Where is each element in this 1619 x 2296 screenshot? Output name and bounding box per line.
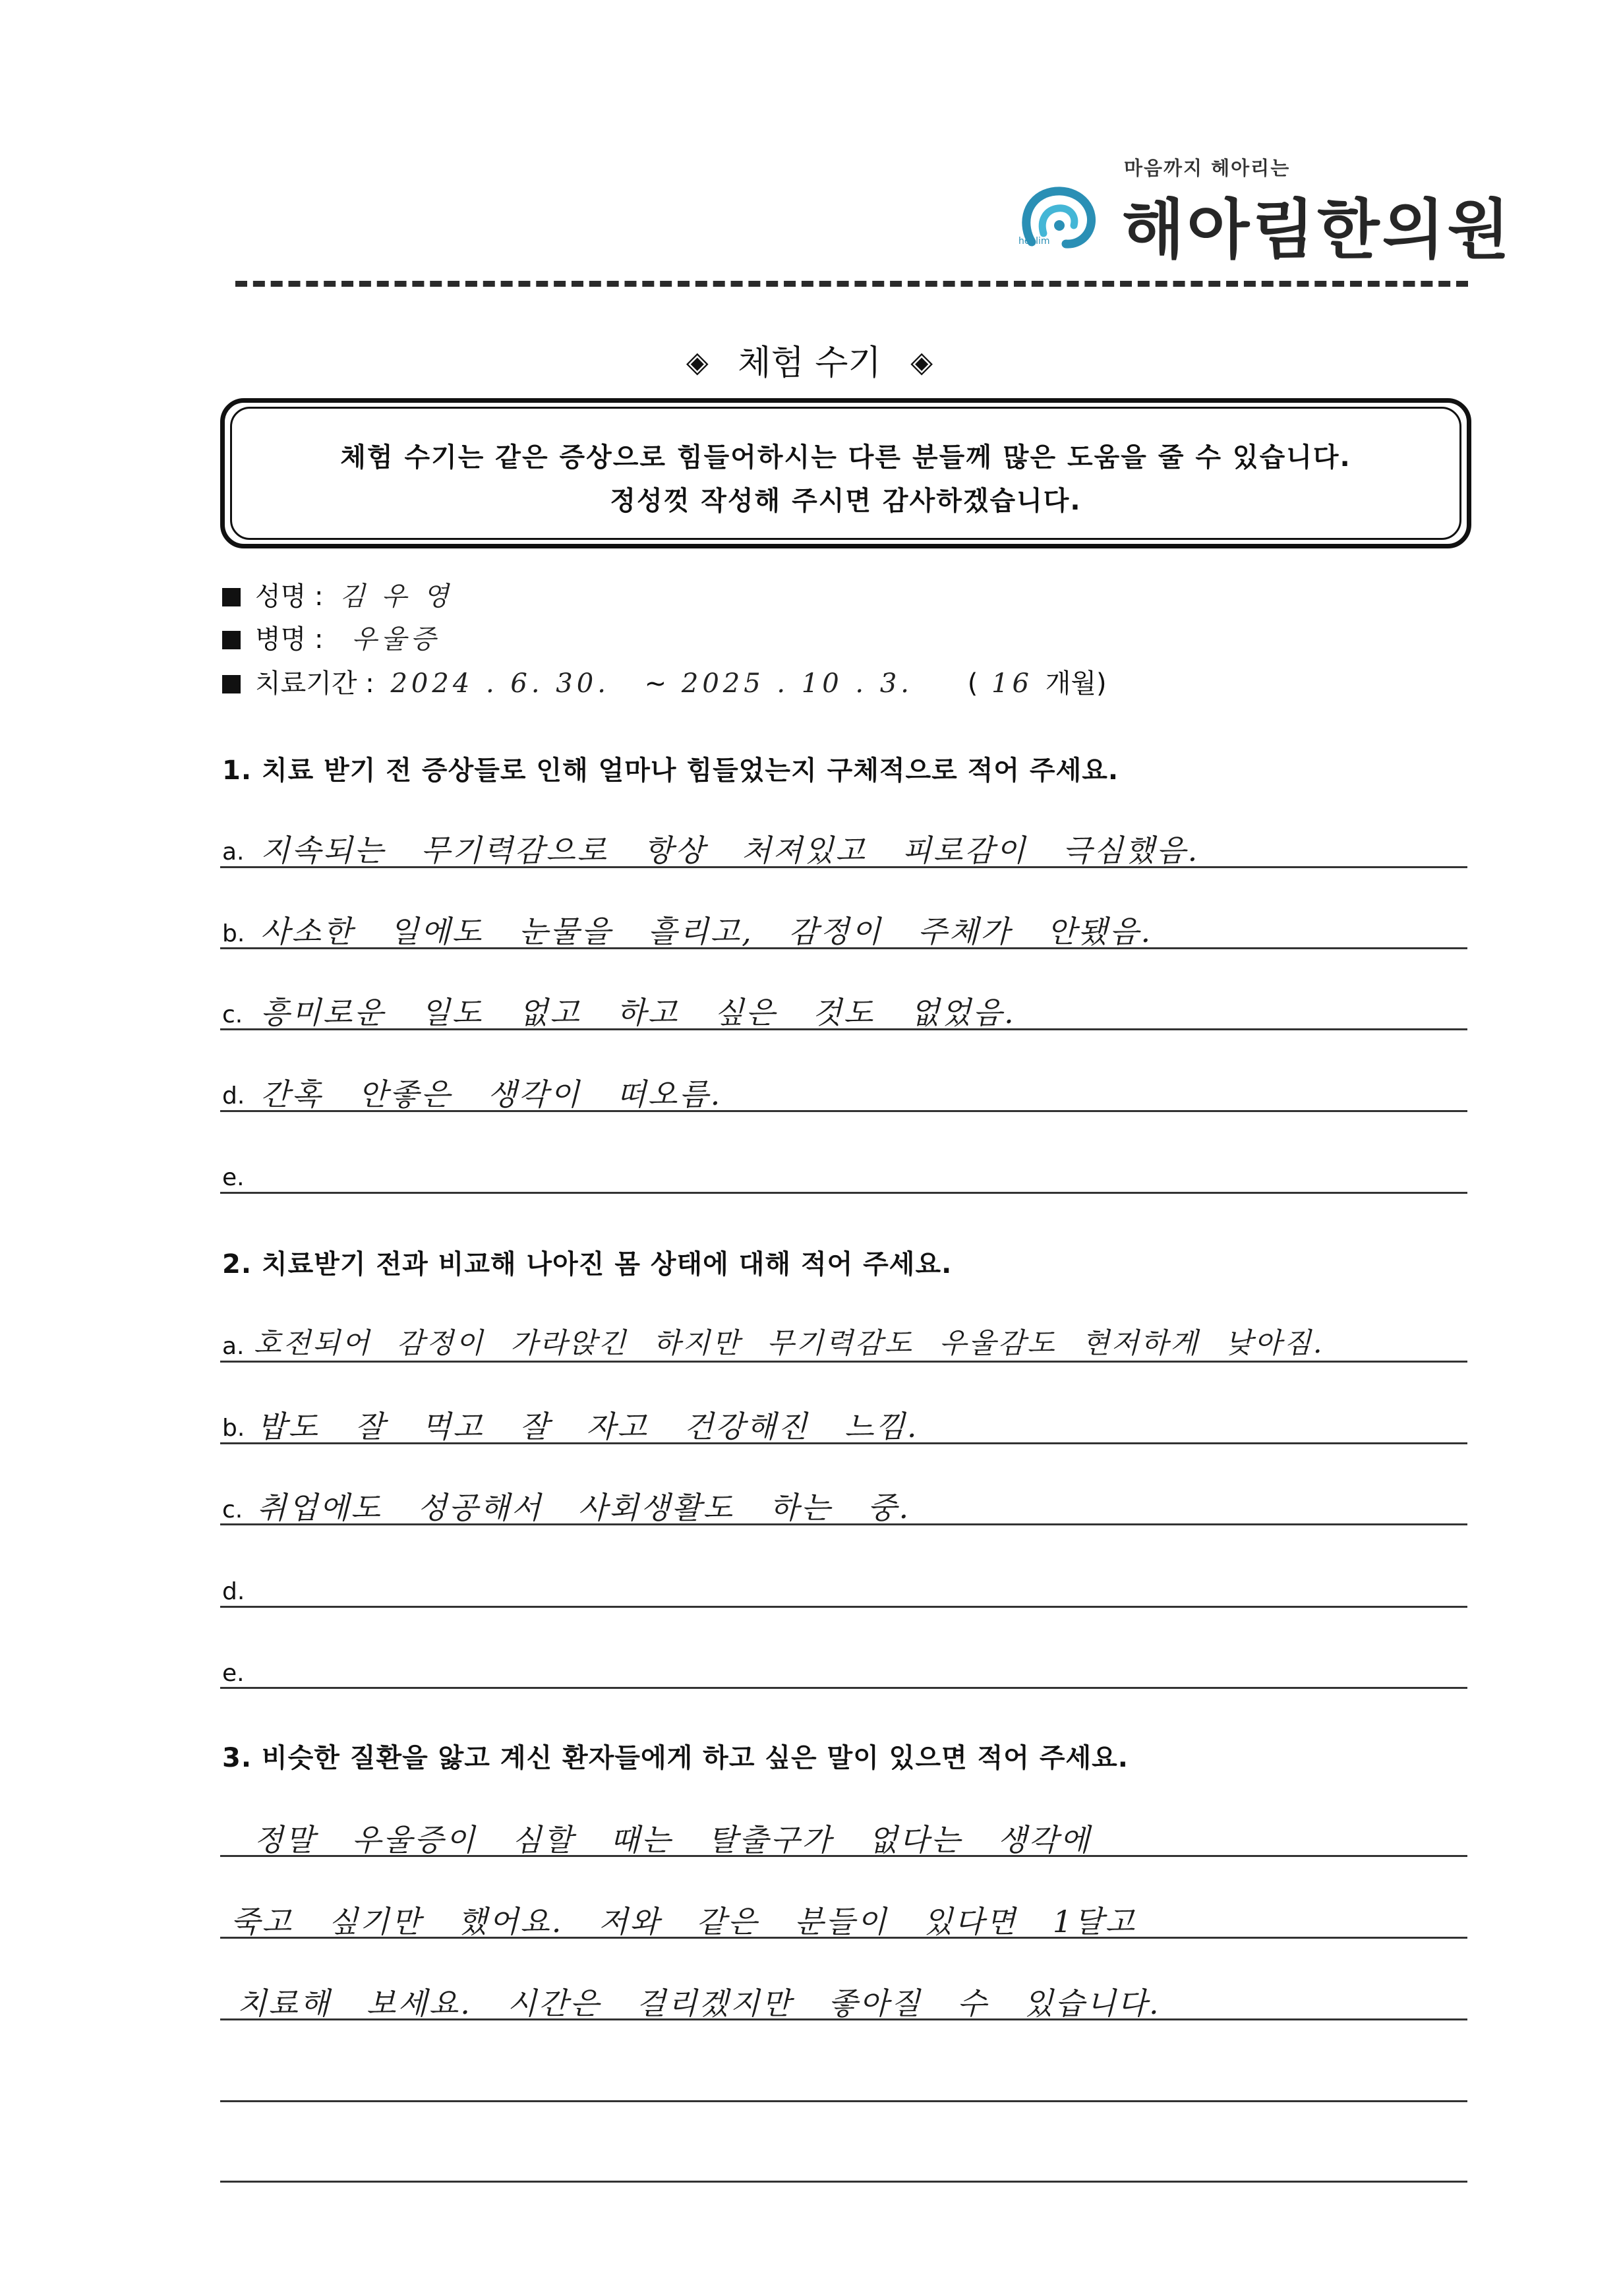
answer-label: c.	[222, 1496, 243, 1523]
period-end: 2025 . 10 . 3.	[681, 668, 914, 699]
answer-text: 치료해 보세요. 시간은 걸리겠지만 좋아질 수 있습니다.	[237, 1986, 1161, 2021]
answer-text: 죽고 싶기만 했어요. 저와 같은 분들이 있다면 1달고	[231, 1904, 1136, 1939]
answer-line	[220, 1192, 1467, 1194]
info-period	[222, 662, 1107, 700]
page-title	[0, 335, 1619, 384]
notice-line-1: 체험 수기는 같은 증상으로 힘들어하시는 다른 분들께 많은 도움을 줄 수 있습니다.	[340, 442, 1351, 473]
answer-text: 호전되어 감정이 가라앉긴 하지만 무기력감도 우울감도 현저하게 낮아짐.	[254, 1327, 1324, 1360]
square-bullet-icon	[222, 631, 241, 649]
diamond-right-icon: ◈	[910, 345, 933, 379]
logo-text: 해아림한의원	[1122, 192, 1513, 268]
question-1: 1. 치료 받기 전 증상들로 인해 얼마나 힘들었는지 구체적으로 적어 주세요.	[222, 755, 1119, 786]
answer-line	[220, 1687, 1467, 1689]
answer-text: 지속되는 무기력감으로 항상 처져있고 피로감이 극심했음.	[260, 833, 1200, 868]
disease-value: 우울증	[351, 624, 440, 655]
answer-label: e.	[222, 1164, 245, 1191]
answer-label: c.	[222, 1001, 243, 1028]
page-title-text: 체험 수기	[738, 343, 881, 383]
diamond-left-icon: ◈	[686, 345, 709, 379]
answer-label: a.	[222, 1333, 245, 1360]
answer-line	[220, 2181, 1467, 2183]
header-divider	[235, 281, 1468, 287]
square-bullet-icon	[222, 588, 241, 606]
disease-label: 병명 :	[255, 624, 324, 655]
answer-text: 흥미로운 일도 없고 하고 싶은 것도 없었음.	[260, 995, 1016, 1030]
notice-line-2: 정성껏 작성해 주시면 감사하겠습니다.	[610, 486, 1082, 516]
question-3: 3. 비슷한 질환을 앓고 계신 환자들에게 하고 싶은 말이 있으면 적어 주세요.	[222, 1743, 1129, 1773]
answer-text: 정말 우울증이 심할 때는 탈출구가 없다는 생각에	[254, 1822, 1092, 1858]
answer-label: d.	[222, 1578, 245, 1605]
info-name	[222, 575, 453, 613]
answer-label: d.	[222, 1082, 245, 1109]
answer-label: a.	[222, 839, 245, 866]
period-unit: 개월)	[1045, 668, 1107, 699]
answer-label: e.	[222, 1660, 245, 1687]
logo-icon	[1018, 179, 1101, 262]
answer-line	[220, 2100, 1467, 2102]
period-paren-open: (	[967, 668, 978, 699]
answer-line	[220, 1606, 1467, 1608]
period-months: 16	[991, 668, 1033, 699]
name-label: 성명 :	[255, 581, 324, 612]
answer-label: b.	[222, 920, 245, 947]
info-disease	[222, 618, 440, 656]
period-start: 2024 . 6. 30.	[390, 668, 610, 699]
answer-text: 밥도 잘 먹고 잘 자고 건강해진 느낌.	[257, 1409, 919, 1444]
period-separator: ~	[644, 668, 667, 699]
answer-label: b.	[222, 1415, 245, 1442]
square-bullet-icon	[222, 675, 241, 693]
answer-text: 간혹 안좋은 생각이 떠오름.	[260, 1076, 722, 1112]
answer-text: 사소한 일에도 눈물을 흘리고, 감정이 주체가 안됐음.	[260, 914, 1153, 949]
logo-tagline: 마음까지 헤아리는	[1124, 157, 1291, 179]
name-value: 김 우 영	[339, 581, 453, 612]
period-label: 치료기간 :	[255, 668, 374, 699]
answer-text: 취업에도 성공해서 사회생활도 하는 중.	[257, 1490, 911, 1525]
question-2: 2. 치료받기 전과 비교해 나아진 몸 상태에 대해 적어 주세요.	[222, 1249, 953, 1280]
logo-sub: healim	[1018, 236, 1050, 247]
